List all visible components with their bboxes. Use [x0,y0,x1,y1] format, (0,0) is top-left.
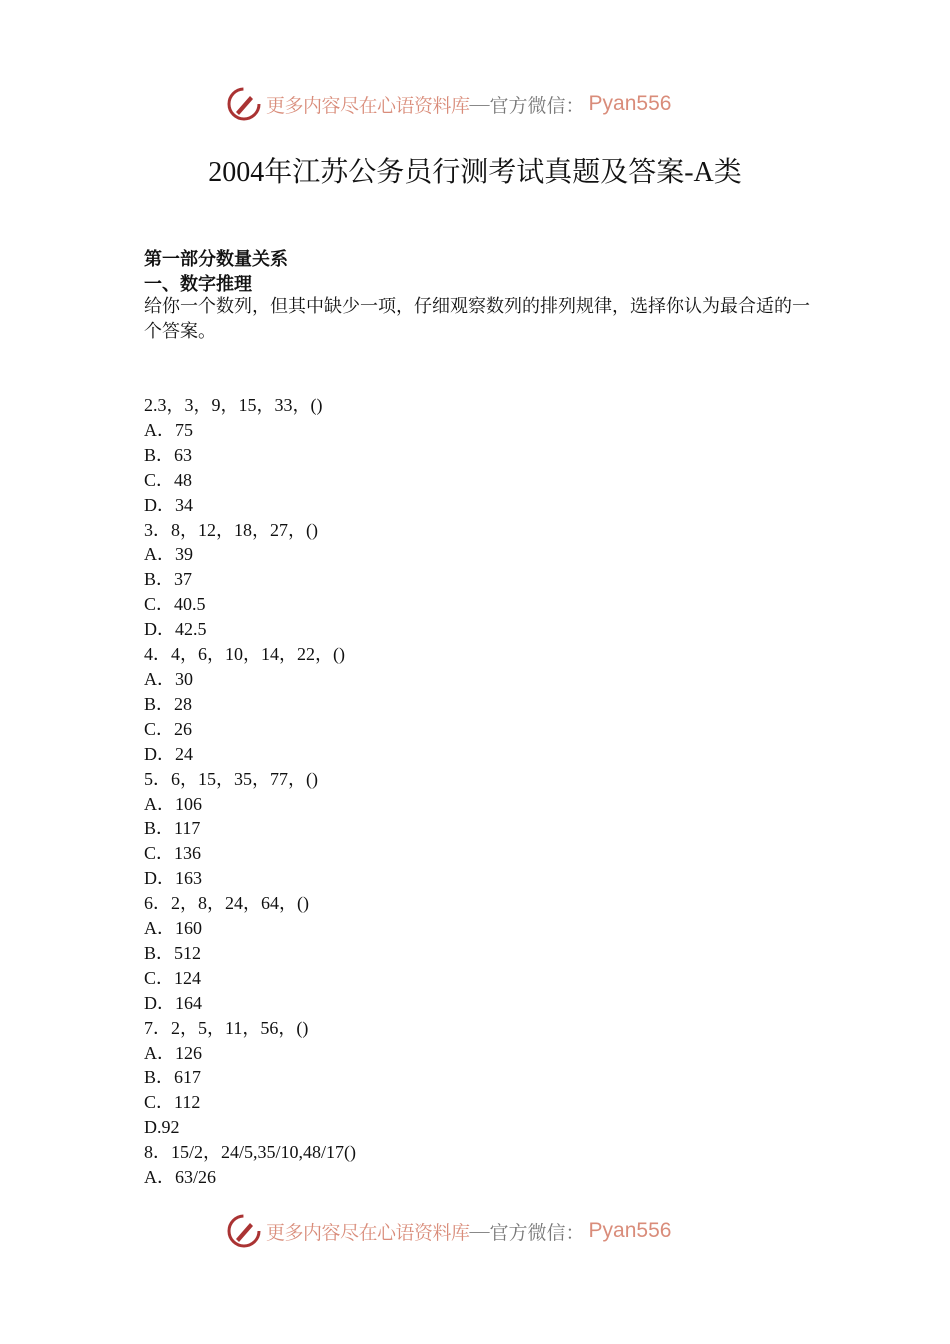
pen-logo-icon [226,1213,262,1249]
document-title: 2004年江苏公务员行测考试真题及答案-A类 [208,157,742,188]
answer-option: B．63 [144,444,193,465]
answer-option: D．42.5 [144,619,207,640]
banner-dash: — [469,1219,490,1242]
banner-text: 更多内容尽在心语资料库 [266,1221,470,1244]
banner-wechat-id: Pyan556 [588,92,672,115]
question-line: 6．2，8，24，64，() [144,893,309,914]
answer-option: A．39 [144,544,193,565]
question-line: 4．4，6，10，14，22，() [144,644,345,665]
answer-option: D．163 [144,868,202,889]
answer-option: C．136 [144,843,202,864]
question-line: 3．8，12，18，27，() [144,519,318,540]
banner-wechat-label: 官方微信： [489,94,585,117]
answer-option: D．164 [144,992,202,1013]
pen-logo-icon [226,86,262,122]
answer-option: C．48 [144,469,193,490]
banner-wechat-label: 官方微信： [489,1221,585,1244]
question-list [144,393,356,1190]
answer-option: C．124 [144,967,202,988]
answer-option: B．617 [144,1067,202,1088]
section-heading: 第一部分数量关系 [144,249,288,270]
question-line: 8．15/2，24/5,35/10,48/17() [144,1142,356,1163]
answer-option: B．117 [144,818,201,839]
answer-option: A．106 [144,793,202,814]
banner-wechat-id: Pyan556 [588,1219,672,1242]
answer-option: B．512 [144,942,202,963]
answer-option: C．40.5 [144,594,206,615]
question-line: 2.3，3，9，15，33，() [144,395,323,415]
answer-option: A．75 [144,419,193,440]
answer-option: B．28 [144,693,193,714]
answer-option: D．24 [144,743,193,764]
answer-option: C．112 [144,1092,201,1113]
answer-option: B．37 [144,569,193,590]
answer-option: A．160 [144,918,202,939]
footer-banner [226,1211,726,1251]
instructions: 给你一个数列，但其中缺少一项，仔细观察数列的排列规律，选择你认为最合适的一个答案。 [144,296,810,341]
question-line: 5．6，15，35，77，() [144,768,318,789]
answer-option: A．30 [144,668,193,689]
header-banner [226,84,726,124]
answer-option: D.92 [144,1117,180,1138]
banner-text: 更多内容尽在心语资料库 [266,94,470,117]
answer-option: A．63/26 [144,1167,216,1188]
answer-option: A．126 [144,1042,202,1063]
answer-option: C．26 [144,718,193,739]
subsection-heading: 一、数字推理 [144,274,252,295]
answer-option: D．34 [144,494,193,515]
banner-dash: — [469,92,490,115]
question-line: 7．2，5，11，56，() [144,1017,309,1038]
